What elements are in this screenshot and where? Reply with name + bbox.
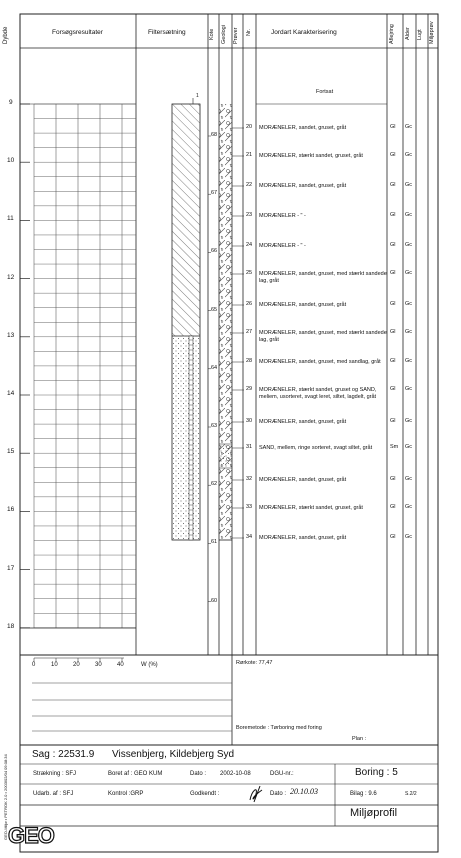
deposit-code: Gl (390, 124, 396, 130)
sample-number: 30 (246, 418, 253, 424)
sample-number: 27 (246, 329, 253, 335)
w-tick-label: 0 (32, 662, 36, 668)
age-code: Gc (405, 242, 413, 248)
deposit-code: Gl (390, 212, 396, 218)
soil-description: MORÆNELER, sandet, gruset, gråt (259, 302, 347, 308)
w-axis-label: W (%) (141, 662, 158, 668)
sample-number: 22 (246, 182, 253, 188)
kote-tick-label: 65 (211, 306, 218, 313)
dato-value: 2002-10-08 (220, 771, 251, 777)
soil-description: MORÆNELER - " - (259, 243, 306, 249)
sample-number: 24 (246, 242, 253, 248)
w-tick-label: 20 (73, 662, 80, 668)
deposit-code: Gl (390, 358, 396, 364)
sample-number: 25 (246, 270, 253, 276)
samples-header: Prøver (233, 27, 239, 44)
kote-header: Kote (209, 28, 215, 40)
depth-tick-label: 9 (9, 99, 13, 106)
sample-number: 23 (246, 212, 253, 218)
age-code: Gc (405, 212, 413, 218)
kote-tick-label: 61 (211, 539, 218, 546)
depth-tick-label: 16 (7, 506, 15, 514)
udarb-af: Udarb. af : SFJ (33, 791, 74, 797)
sample-number: 26 (246, 301, 253, 307)
sample-number: 34 (246, 534, 253, 540)
dato2-label: Dato : (270, 791, 287, 797)
sample-number: 20 (246, 124, 253, 130)
kote-tick-label: 67 (211, 190, 218, 197)
deposit-code: Sm (390, 444, 399, 450)
deposit-header: Aflejring (389, 24, 395, 44)
dato-label: Dato : (190, 771, 207, 777)
soil-description: MORÆNELER, sandet, gruset, gråt (259, 477, 347, 483)
w-tick-label: 40 (117, 662, 124, 668)
geology-header: Geologi (221, 25, 227, 44)
kote-tick-label: 63 (211, 423, 218, 429)
deposit-code: Gl (390, 242, 396, 248)
deposit-code: Gl (390, 534, 396, 540)
deposit-code: Gl (390, 152, 396, 158)
kote-tick-label: 64 (211, 364, 218, 371)
soil-description: SAND, mellem, ringe sorteret, svagt siltet, gråt (259, 445, 373, 451)
age-code: Gc (405, 358, 413, 364)
depth-tick-label: 14 (7, 390, 15, 397)
age-code: Gc (405, 124, 413, 130)
soil-description: MORÆNELER, stærkt sandet, gruset, gråt (259, 153, 363, 159)
depth-column-label: Dybde (3, 26, 9, 44)
deposit-code: Gl (390, 182, 396, 188)
geo-logo: GEO (8, 823, 54, 848)
sample-number: 29 (246, 386, 253, 392)
age-code: Gc (405, 270, 413, 276)
miljo-header: Miljøprøv (429, 21, 435, 44)
dgu-number: DGU-nr.: (270, 771, 294, 777)
age-code: Gc (405, 152, 413, 158)
soil-header: Jordart Karakterisering (271, 29, 337, 36)
age-code: Gc (405, 534, 413, 540)
age-code: Gc (405, 301, 413, 307)
filter-header: Filtersætning (148, 29, 186, 36)
nr-header: Nr. (246, 28, 252, 36)
age-code: Gc (405, 182, 413, 188)
w-tick-label: 30 (95, 662, 102, 668)
kote-tick-label: 66 (211, 248, 218, 255)
boremetode: Boremetode : Tørboring med foring (236, 725, 322, 731)
boring-number: Boring : 5 (355, 767, 398, 778)
lugt-header: Lugt (417, 29, 423, 40)
age-code: Gc (405, 504, 413, 510)
depth-tick-label: 15 (7, 448, 15, 456)
soil-description: MORÆNELER, sandet, gruset, med stærkt sandede lag, gråt (259, 271, 387, 284)
depth-tick-label: 10 (7, 157, 15, 165)
deposit-code: Gl (390, 476, 396, 482)
age-header: Alder (405, 27, 411, 40)
depth-tick-label: 12 (7, 273, 15, 281)
soil-description: MORÆNELER, stærkt sandet, gruset, gråt (259, 505, 363, 511)
age-code: Gc (405, 418, 413, 424)
deposit-code: Gl (390, 329, 396, 335)
age-code: Gc (405, 386, 413, 392)
sample-number: 32 (246, 476, 253, 482)
signature (244, 784, 268, 804)
depth-tick-label: 17 (7, 564, 15, 572)
sample-number: 31 (246, 444, 253, 450)
deposit-code: Gl (390, 270, 396, 276)
software-note: GEO-Miljø • PETROK 2.0 • 2003/02/04 09:08:34 (3, 754, 8, 840)
sample-number: 28 (246, 358, 253, 364)
dato2-value: 20.10.03 (290, 787, 318, 796)
deposit-code: Gl (390, 386, 396, 392)
depth-tick-label: 18 (7, 622, 15, 630)
page-number: S.2/2 (405, 791, 417, 797)
deposit-code: Gl (390, 418, 396, 424)
kote-tick-label: 60 (211, 597, 218, 604)
soil-description: MORÆNELER, sandet, gruset, med sandlag, gråt (259, 359, 381, 365)
w-tick-label: 10 (51, 662, 58, 668)
document-title: Miljøprofil (350, 807, 398, 819)
godkendt: Godkendt : (190, 791, 220, 797)
soil-description: MORÆNELER - " - (259, 213, 306, 219)
deposit-code: Gl (390, 504, 396, 510)
boret-af: Boret af : GEO KUM (108, 771, 163, 777)
kontrol: Kontrol :GRP (108, 791, 144, 797)
soil-description: MORÆNELER, stærkt sandet, gruset og SAND, meliem, usorteret, svagt leret, siltet, lagdelt, gråt (259, 387, 377, 400)
rorkote: Rørkote: 77,47 (236, 660, 273, 666)
soil-description: MORÆNELER, sandet, gruset, gråt (259, 125, 347, 131)
soil-description: MORÆNELER, sandet, gruset, gråt (259, 183, 347, 189)
tests-header: Forsøgsresultater (52, 29, 103, 36)
depth-tick-label: 11 (7, 215, 14, 223)
sample-number: 21 (246, 152, 253, 158)
kote-tick-label: 68 (211, 132, 218, 138)
plan: Plan : (352, 736, 367, 742)
location: Vissenbjerg, Kildebjerg Syd (112, 749, 235, 760)
bilag: Bilag : 9.6 (350, 791, 377, 797)
kote-tick-label: 62 (211, 481, 218, 488)
continued-label: Fortsat (316, 89, 334, 95)
soil-description: MORÆNELER, sandet, gruset, gråt (259, 419, 347, 425)
age-code: Gc (405, 329, 413, 335)
age-code: Gc (405, 444, 413, 450)
soil-description: MORÆNELER, sandet, gruset, gråt (259, 535, 347, 541)
filter-marker: 1 (196, 93, 199, 99)
depth-tick-label: 13 (7, 331, 15, 339)
sag-number: Sag : 22531.9 (32, 749, 95, 760)
sample-number: 33 (246, 504, 253, 510)
age-code: Gc (405, 476, 413, 482)
deposit-code: Gl (390, 301, 396, 307)
soil-description: MORÆNELER, sandet, gruset, med stærkt sandede lag, gråt (259, 330, 387, 343)
straekning: Strækning : SFJ (33, 771, 77, 777)
